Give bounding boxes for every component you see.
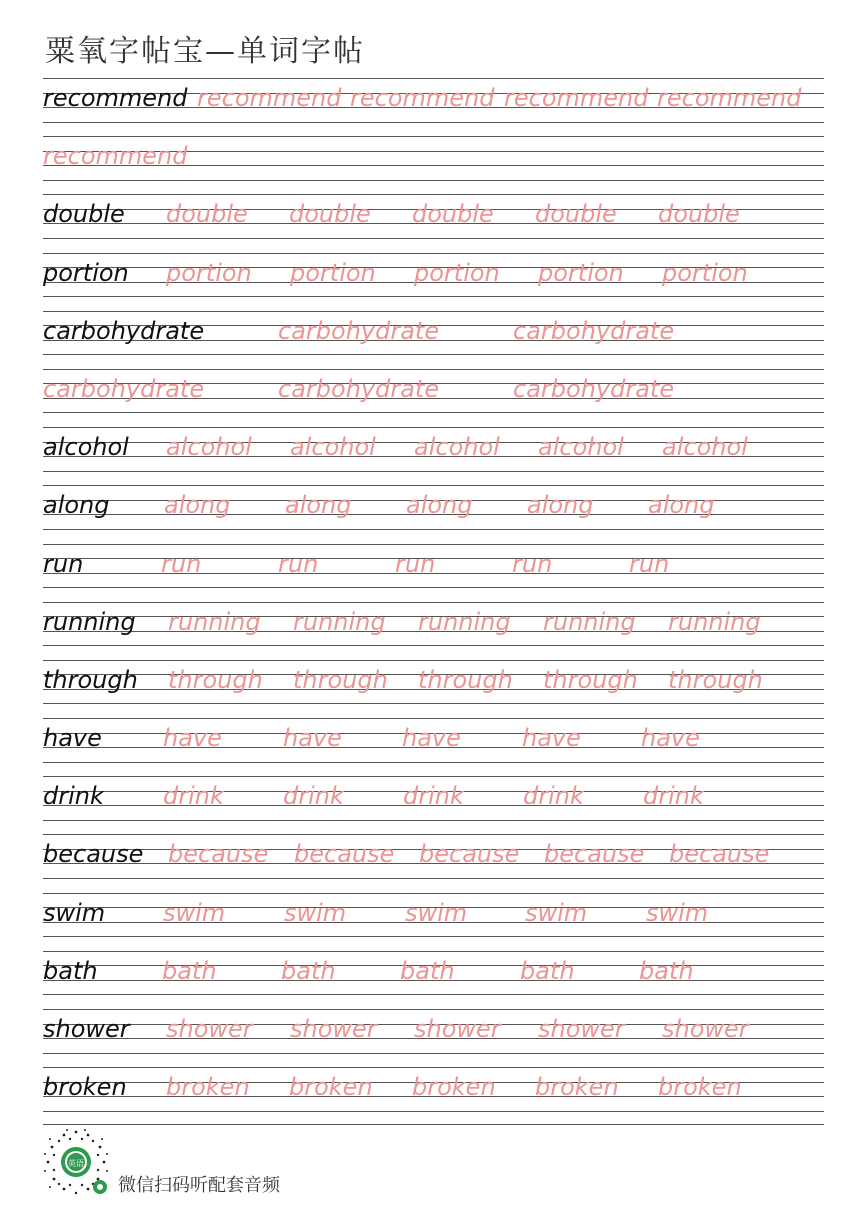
practice-row [43,833,824,891]
rule-line [43,645,824,646]
trace-word: running [543,607,636,636]
rule-line [43,471,824,472]
trace-word: alcohol [414,433,500,462]
trace-word: carbohydrate [278,316,440,345]
row-words [43,488,824,522]
trace-word: carbohydrate [43,374,205,403]
trace-word: have [641,724,700,753]
trace-word: broken [412,1073,496,1102]
practice-row [43,368,824,426]
trace-word: run [278,549,319,578]
rule-line [43,703,824,704]
trace-word: swim [163,898,226,927]
rule-line [43,427,824,428]
trace-word: have [522,724,581,753]
trace-word: double [289,200,371,229]
row-words [43,837,824,871]
vocab-word: portion [43,258,129,287]
vocab-word: swim [43,898,106,927]
trace-word: double [412,200,494,229]
practice-sheet [43,77,824,1125]
row-words [43,430,824,464]
trace-word: recommend [197,84,342,112]
trace-word: carbohydrate [278,374,440,403]
rule-line [43,544,824,545]
trace-word: portion [290,258,376,287]
rule-line [43,78,824,79]
row-words [43,896,824,930]
trace-word: bath [400,956,455,985]
rule-line [43,180,824,181]
trace-word: along [527,491,594,520]
trace-word: have [163,724,222,753]
practice-row [43,77,824,135]
rule-line [43,253,824,254]
rule-line [43,893,824,894]
row-words [43,256,824,290]
trace-word: alcohol [662,433,748,462]
trace-word: bath [639,956,694,985]
trace-word: through [543,665,638,694]
trace-word: broken [166,1073,250,1102]
trace-word: through [293,665,388,694]
trace-word: shower [166,1015,253,1043]
trace-word: along [406,491,473,520]
qr-badge-label: 英语 [68,1159,84,1168]
rule-line [43,1067,824,1068]
rule-line [43,296,824,297]
vocab-word: bath [43,956,98,985]
trace-word: drink [403,782,464,811]
trace-word: through [418,665,513,694]
practice-row [43,135,824,193]
rule-line [43,776,824,777]
row-words [43,721,824,755]
trace-word: bath [162,956,217,985]
trace-word: swim [646,898,709,927]
row-words [43,779,824,813]
trace-word: through [668,665,763,694]
trace-word: drink [283,782,344,811]
practice-row [43,717,824,775]
trace-word: broken [535,1073,619,1102]
trace-word: running [418,607,511,636]
trace-word: shower [662,1015,749,1043]
trace-word: running [168,607,261,636]
trace-word: double [658,200,740,229]
qr-code-icon[interactable] [40,1127,112,1197]
trace-word: because [544,840,645,869]
trace-word: drink [163,782,224,811]
row-words [43,547,824,581]
footer [40,1127,440,1197]
row-words [43,1012,824,1046]
vocab-word: alcohol [43,433,129,462]
trace-word: run [395,549,436,578]
trace-word: swim [525,898,588,927]
practice-row [43,950,824,1008]
rule-line [43,994,824,995]
trace-word: running [668,607,761,636]
vocab-word: run [43,549,84,578]
rule-line [43,238,824,239]
trace-word: double [166,200,248,229]
trace-word: alcohol [538,433,624,462]
practice-row [43,659,824,717]
trace-word: broken [658,1073,742,1102]
trace-word: swim [284,898,347,927]
rule-line [43,1053,824,1054]
rule-line [43,762,824,763]
rule-line [43,660,824,661]
trace-word: alcohol [290,433,376,462]
trace-word: bath [520,956,575,985]
practice-row [43,193,824,251]
rule-line [43,194,824,195]
vocab-word: recommend [43,84,188,112]
trace-word: run [512,549,553,578]
trace-word: carbohydrate [513,316,675,345]
trace-word: shower [290,1015,377,1043]
rule-line [43,369,824,370]
rule-line [43,1111,824,1112]
row-words [43,139,824,173]
trace-word: along [164,491,231,520]
trace-word: bath [281,956,336,985]
vocab-word: have [43,724,102,753]
trace-word: carbohydrate [513,374,675,403]
page-title: 粟氧字帖宝—单词字帖 [45,34,365,69]
trace-word: along [285,491,352,520]
rule-line [43,354,824,355]
row-words [43,1070,824,1104]
trace-word: recommend [43,142,188,171]
rule-line [43,878,824,879]
row-words [43,954,824,988]
vocab-word: through [43,665,138,694]
trace-word: portion [538,258,624,287]
trace-word: running [293,607,386,636]
rule-line [43,485,824,486]
vocab-word: shower [43,1015,130,1043]
trace-word: recommend [504,84,649,112]
rule-line [43,412,824,413]
practice-row [43,892,824,950]
vocab-word: along [43,491,110,520]
vocab-word: running [43,607,136,636]
row-words [43,197,824,231]
trace-word: double [535,200,617,229]
rule-line [43,820,824,821]
row-words [43,314,824,348]
trace-word: drink [643,782,704,811]
trace-word: because [419,840,520,869]
row-words [43,605,824,639]
trace-word: recommend [350,84,495,112]
practice-row [43,310,824,368]
rule-line [43,311,824,312]
rule-line [43,834,824,835]
rule-line [43,529,824,530]
trace-word: portion [662,258,748,287]
trace-word: swim [405,898,468,927]
practice-row [43,1008,824,1066]
trace-word: run [161,549,202,578]
rule-line [43,936,824,937]
vocab-word: broken [43,1073,127,1102]
trace-word: portion [166,258,252,287]
rule-line [43,587,824,588]
vocab-word: drink [43,782,104,811]
trace-word: shower [538,1015,625,1043]
rule-line [43,122,824,123]
practice-row [43,1066,824,1124]
trace-word: because [168,840,269,869]
rule-line [43,718,824,719]
trace-word: because [294,840,395,869]
rule-line [43,1009,824,1010]
practice-row [43,601,824,659]
rule-line [43,1124,824,1125]
trace-word: shower [414,1015,501,1043]
trace-word: have [402,724,461,753]
trace-word: because [669,840,770,869]
trace-word: run [629,549,670,578]
practice-row [43,484,824,542]
rule-line [43,136,824,137]
practice-row [43,543,824,601]
trace-word: drink [523,782,584,811]
trace-word: recommend [657,84,802,112]
trace-word: along [648,491,715,520]
trace-word: broken [289,1073,373,1102]
trace-word: through [168,665,263,694]
practice-row [43,252,824,310]
trace-word: have [283,724,342,753]
row-words [43,81,824,115]
trace-word: alcohol [166,433,252,462]
rule-line [43,602,824,603]
vocab-word: because [43,840,144,869]
row-words [43,372,824,406]
rule-line [43,951,824,952]
vocab-word: double [43,200,125,229]
practice-row [43,426,824,484]
footer-caption: 微信扫码听配套音频 [118,1175,280,1196]
row-words [43,663,824,697]
vocab-word: carbohydrate [43,316,205,345]
trace-word: portion [414,258,500,287]
practice-row [43,775,824,833]
